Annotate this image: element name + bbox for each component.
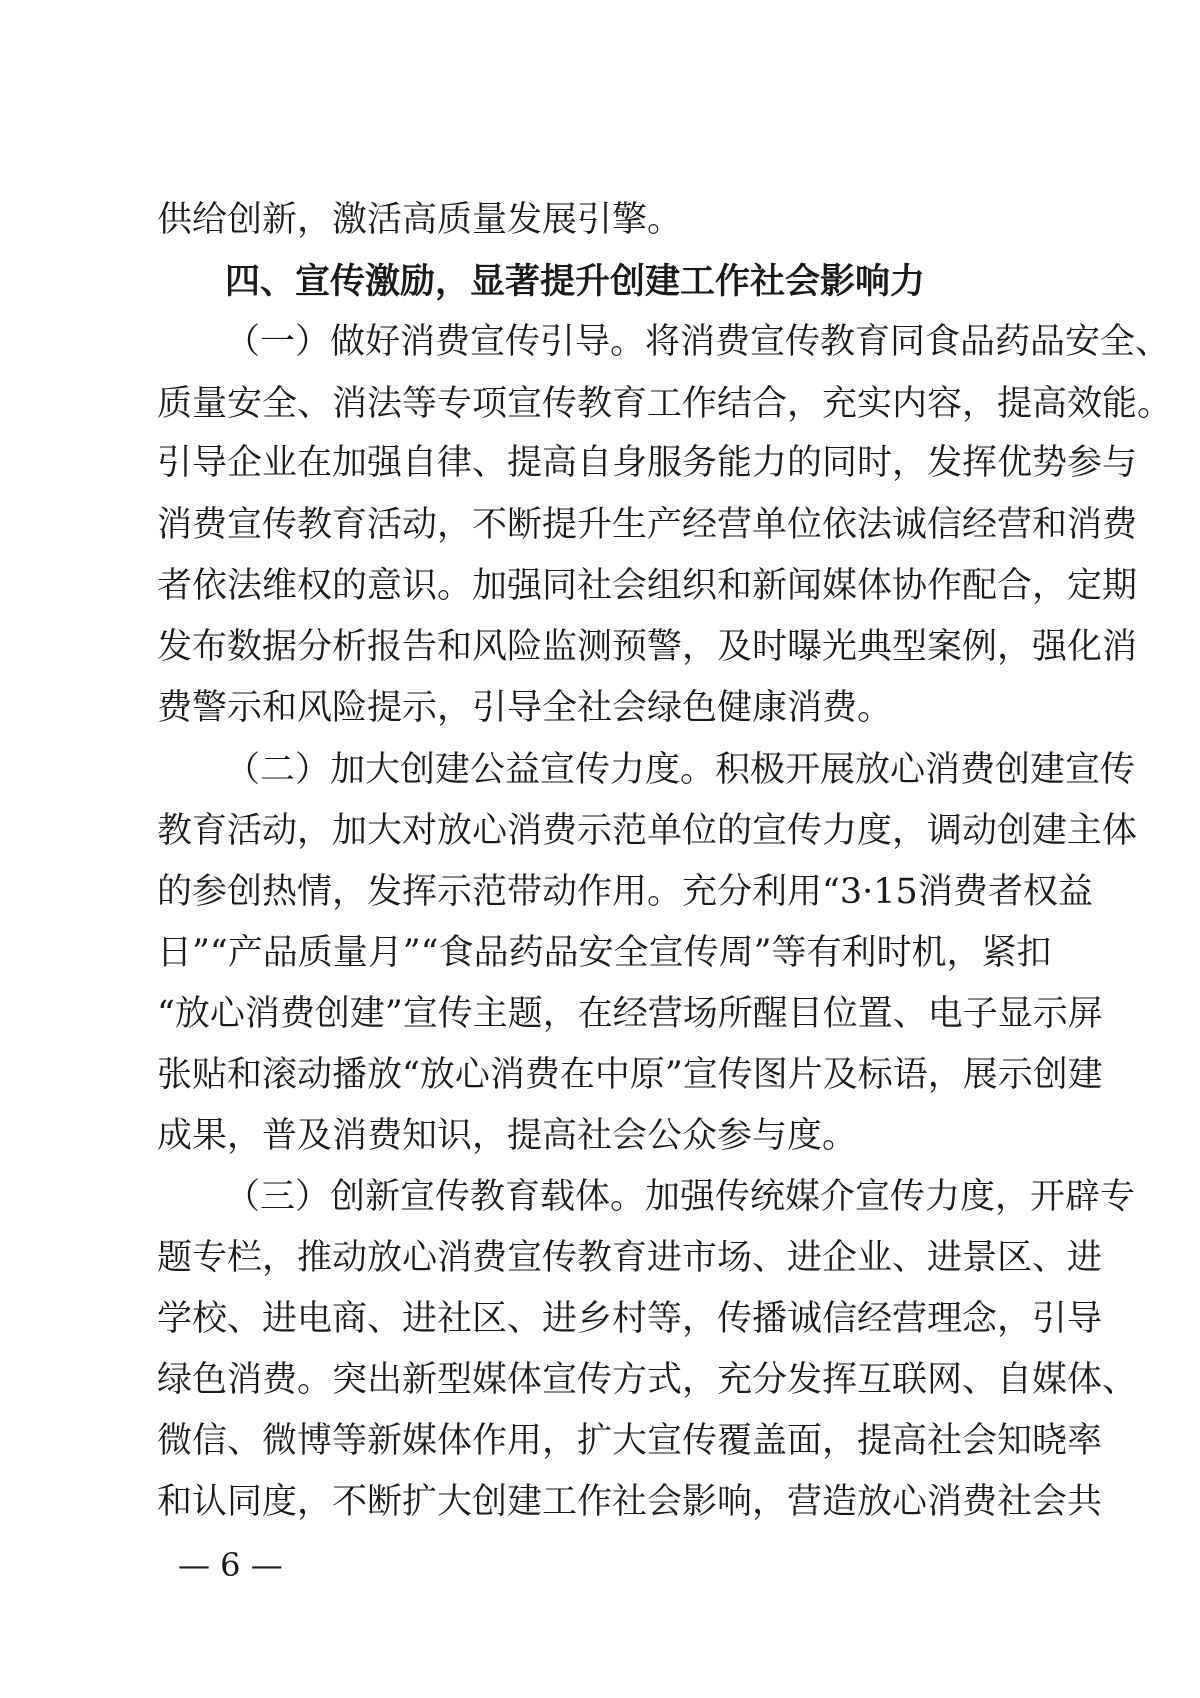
page-number: — 6 — [178, 1546, 283, 1584]
paragraph-line: 供给创新，激活高质量发展引擎。 [157, 200, 683, 240]
paragraph-line: 的参创热情，发挥示范带动作用。充分利用“3·15消费者权益 [157, 872, 1093, 912]
paragraph-line: 费警示和风险提示，引导全社会绿色健康消费。 [157, 688, 893, 728]
paragraph-line: 者依法维权的意识。加强同社会组织和新闻媒体协作配合，定期 [157, 566, 1138, 606]
paragraph-line: 和认同度，不断扩大创建工作社会影响，营造放心消费社会共 [157, 1482, 1103, 1522]
paragraph-line: 学校、进电商、进社区、进乡村等，传播诚信经营理念，引导 [157, 1299, 1103, 1339]
section-heading: 四、宣传激励，显著提升创建工作社会影响力 [225, 262, 926, 302]
paragraph-line: （三）创新宣传教育载体。加强传统媒介宣传力度，开辟专 [225, 1177, 1136, 1217]
paragraph-line: 消费宣传教育活动，不断提升生产经营单位依法诚信经营和消费 [157, 505, 1138, 545]
paragraph-line: （一）做好消费宣传引导。将消费宣传教育同食品药品安全、 [225, 322, 1171, 362]
paragraph-line: 发布数据分析报告和风险监测预警，及时曝光典型案例，强化消 [157, 627, 1138, 667]
paragraph-line: 题专栏，推动放心消费宣传教育进市场、进企业、进景区、进 [157, 1238, 1103, 1278]
paragraph-line: 日”“产品质量月”“食品药品安全宣传周”等有利时机，紧扣 [157, 933, 1052, 973]
paragraph-line: 质量安全、消法等专项宣传教育工作结合，充实内容，提高效能。 [157, 384, 1173, 424]
paragraph-line: 微信、微博等新媒体作用，扩大宣传覆盖面，提高社会知晓率 [157, 1421, 1103, 1461]
paragraph-line: 教育活动，加大对放心消费示范单位的宣传力度，调动创建主体 [157, 811, 1138, 851]
paragraph-line: 绿色消费。突出新型媒体宣传方式，充分发挥互联网、自媒体、 [157, 1360, 1138, 1400]
paragraph-line: 张贴和滚动播放“放心消费在中原”宣传图片及标语，展示创建 [157, 1055, 1103, 1095]
paragraph-line: “放心消费创建”宣传主题，在经营场所醒目位置、电子显示屏 [157, 994, 1103, 1034]
paragraph-line: 引导企业在加强自律、提高自身服务能力的同时，发挥优势参与 [157, 443, 1138, 483]
paragraph-line: （二）加大创建公益宣传力度。积极开展放心消费创建宣传 [225, 750, 1136, 790]
paragraph-line: 成果，普及消费知识，提高社会公众参与度。 [157, 1116, 858, 1156]
